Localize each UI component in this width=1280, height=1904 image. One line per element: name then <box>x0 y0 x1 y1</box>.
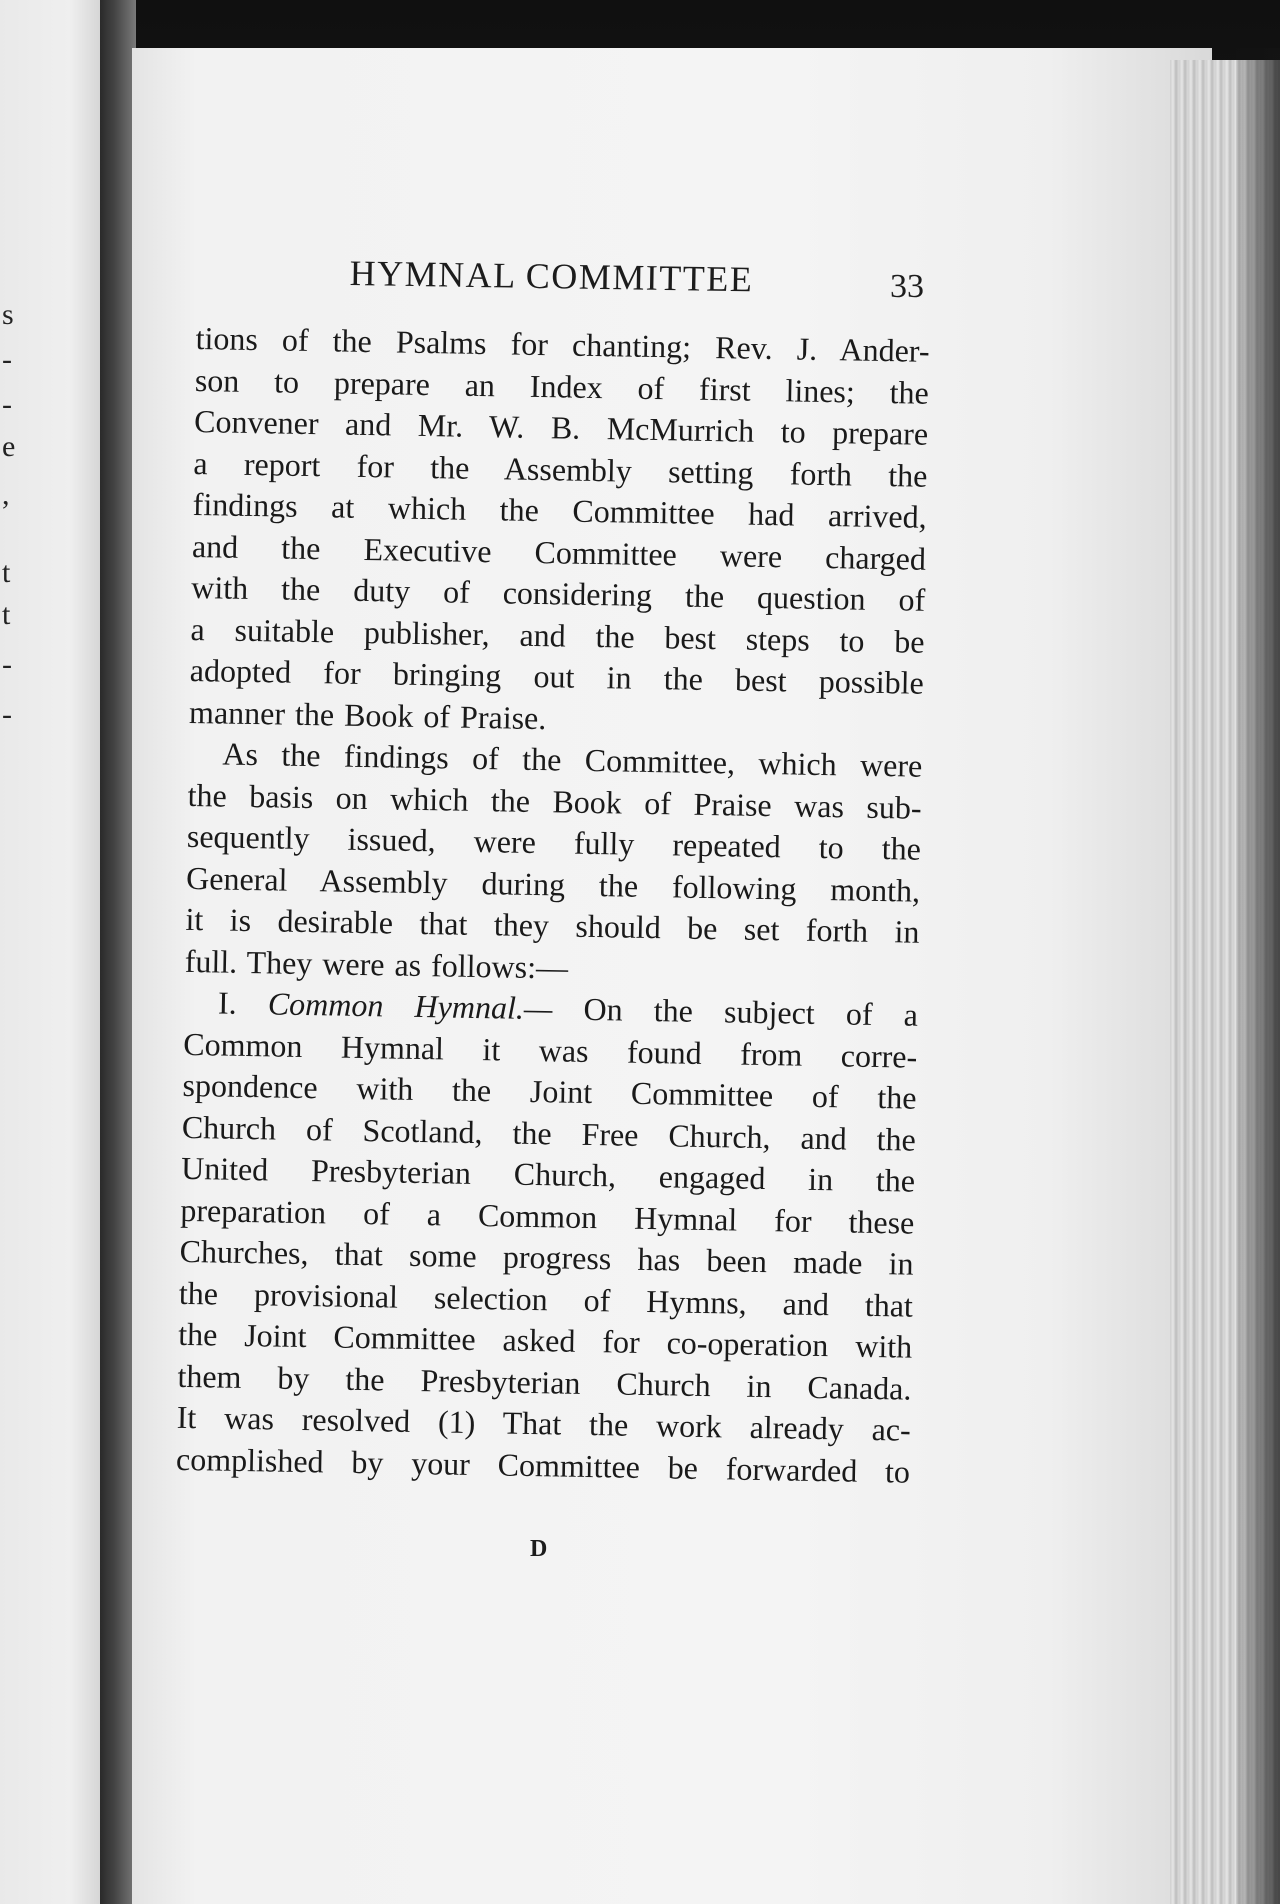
running-head: HYMNAL COMMITTEE <box>349 252 754 300</box>
text-line: Church of Scotland, the Free Church, and the <box>181 1108 917 1158</box>
text-line: sequently issued, were fully repeated to the <box>186 817 922 867</box>
page-number: 33 <box>890 268 924 305</box>
text-line: Common Hymnal it was found from corre- <box>183 1025 918 1075</box>
previous-page-fragment: , <box>2 478 10 511</box>
text-line: with the duty of considering the question of <box>190 568 926 618</box>
text-line: son to prepare an Index of first lines; the <box>194 361 930 411</box>
text-line: findings at which the Committee had arrived, <box>192 485 927 535</box>
text-line: spondence with the Joint Committee of the <box>182 1066 917 1116</box>
body-text <box>176 318 930 1493</box>
text-line: a suitable publisher, and the best steps to be <box>190 610 925 660</box>
text-line: General Assembly during the following month, <box>185 859 921 909</box>
book-gutter <box>100 0 136 1904</box>
text-line: complished by your Committee be forwarded to <box>175 1440 911 1490</box>
text-line: Churches, that some progress has been made in <box>179 1232 914 1282</box>
text-line: preparation of a Common Hymnal for these <box>180 1191 915 1241</box>
previous-page-fragment: t <box>2 556 11 589</box>
signature-mark: D <box>530 1536 548 1562</box>
previous-page-fragment: - <box>2 388 12 421</box>
text-line: and the Executive Committee were charged <box>191 527 927 577</box>
section-number: I. <box>217 984 238 1021</box>
previous-page-fragment: - <box>2 648 12 681</box>
section-heading: Common Hymnal.— <box>267 985 553 1027</box>
previous-page-fragment: s <box>2 298 14 331</box>
text-line: it is desirable that they should be set forth in <box>185 900 920 950</box>
previous-page-fragment: - <box>2 343 12 376</box>
previous-page-fragment: e <box>2 430 16 463</box>
text-line: the provisional selection of Hymns, and that <box>178 1274 914 1324</box>
text-line: the basis on which the Book of Praise was sub- <box>187 776 922 826</box>
text-line: tions of the Psalms for chanting; Rev. J. Ander- <box>195 319 930 369</box>
text-line: adopted for bringing out in the best possible <box>189 651 925 701</box>
previous-page-edge <box>0 0 100 1904</box>
text-line: a report for the Assembly setting forth the <box>193 444 928 494</box>
text-line: them by the Presbyterian Church in Canada. <box>177 1357 912 1407</box>
page-edge-shadow <box>1236 48 1280 1904</box>
text-line: United Presbyterian Church, engaged in the <box>180 1149 916 1199</box>
previous-page-fragment: t <box>2 598 11 631</box>
text-line: the Joint Committee asked for co-operation with <box>177 1315 913 1365</box>
previous-page-fragment: - <box>2 698 12 731</box>
text-line: Convener and Mr. W. B. McMurrich to prepare <box>193 402 929 452</box>
text-line: manner the Book of Praise. <box>188 693 547 736</box>
text-line: It was resolved (1) That the work already ac- <box>176 1398 912 1448</box>
text-line: As the findings of the Committee, which were <box>222 735 923 784</box>
section-line-text: On the subject of a <box>583 990 919 1033</box>
text-line: full. They were as follows:— <box>184 942 569 986</box>
